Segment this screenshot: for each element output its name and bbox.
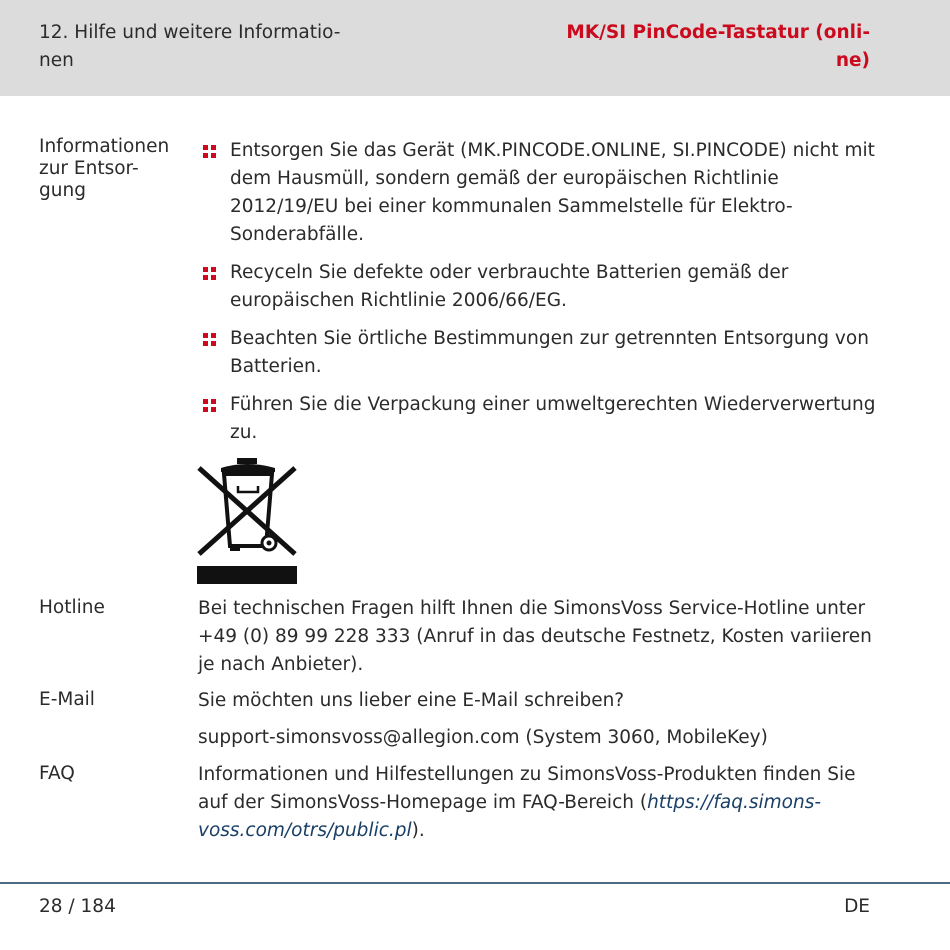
disposal-label-line-1: Informationen	[39, 136, 170, 157]
faq-text	[198, 761, 878, 845]
bullet-item-batteries-local	[198, 325, 878, 381]
bullet-item-packaging	[198, 391, 878, 447]
chapter-title-line-1: 12. Hilfe und weitere Informatio-	[39, 22, 341, 43]
bullet-text: Recyceln Sie defekte oder verbrauchte Batterien gemäß der europäischen Richtlinie 2006/66/EG.	[230, 262, 789, 311]
crossed-out-wheelie-bin-icon	[196, 456, 298, 584]
product-title	[550, 19, 870, 75]
footer-divider	[0, 882, 950, 884]
disposal-label-line-3: gung	[39, 180, 86, 201]
language-code: DE	[844, 896, 870, 917]
bullet-item-batteries-recycle	[198, 259, 878, 315]
disposal-label-line-2: zur Entsor-	[39, 158, 139, 179]
hotline-label: Hotline	[39, 597, 105, 618]
product-title-line-2: ne)	[835, 50, 870, 71]
disposal-label	[39, 136, 189, 202]
faq-link[interactable]: https://faq.simons-voss.com/otrs/public.pl	[198, 792, 822, 841]
faq-label: FAQ	[39, 763, 75, 784]
page-number: 28 / 184	[39, 896, 116, 917]
email-address[interactable]: support-simonsvoss@allegion.com (System 3060, MobileKey)	[198, 727, 768, 748]
chapter-title-line-2: nen	[39, 50, 74, 71]
hotline-text: Bei technischen Fragen hilft Ihnen die SimonsVoss Service-Hotline unter +49 (0) 89 99 228 333 (Anruf in das deutsche Festnetz, Kosten variieren je nach Anbieter).	[198, 598, 872, 675]
bullet-text: Führen Sie die Verpackung einer umweltgerechten Wiederverwertung zu.	[230, 394, 876, 443]
bullet-text: Beachten Sie örtliche Bestimmungen zur getrennten Entsorgung von Batterien.	[230, 328, 869, 377]
chapter-title	[39, 19, 349, 75]
bullet-item-device	[198, 137, 878, 249]
page-header	[0, 0, 950, 96]
email-label: E-Mail	[39, 689, 95, 710]
disposal-bullet-list	[198, 137, 878, 457]
bullet-icon	[203, 399, 216, 412]
bullet-icon	[203, 333, 216, 346]
bullet-icon	[203, 267, 216, 280]
bullet-icon	[203, 145, 216, 158]
faq-text-after: ).	[411, 820, 425, 841]
product-title-line-1: MK/SI PinCode-Tastatur (onli-	[566, 22, 870, 43]
faq-text-before: Informationen und Hilfestellungen zu SimonsVoss-Produkten finden Sie auf der SimonsVoss-Homepage im FAQ-Bereich (	[198, 764, 856, 813]
email-intro-text: Sie möchten uns lieber eine E-Mail schreiben?	[198, 690, 625, 711]
bullet-text: Entsorgen Sie das Gerät (MK.PINCODE.ONLINE, SI.PINCODE) nicht mit dem Hausmüll, sondern gemäß der europäischen Richtlinie 2012/19/EU bei einer kommunalen Sammelstelle für Elektro-Sonderabfälle.	[230, 140, 875, 245]
